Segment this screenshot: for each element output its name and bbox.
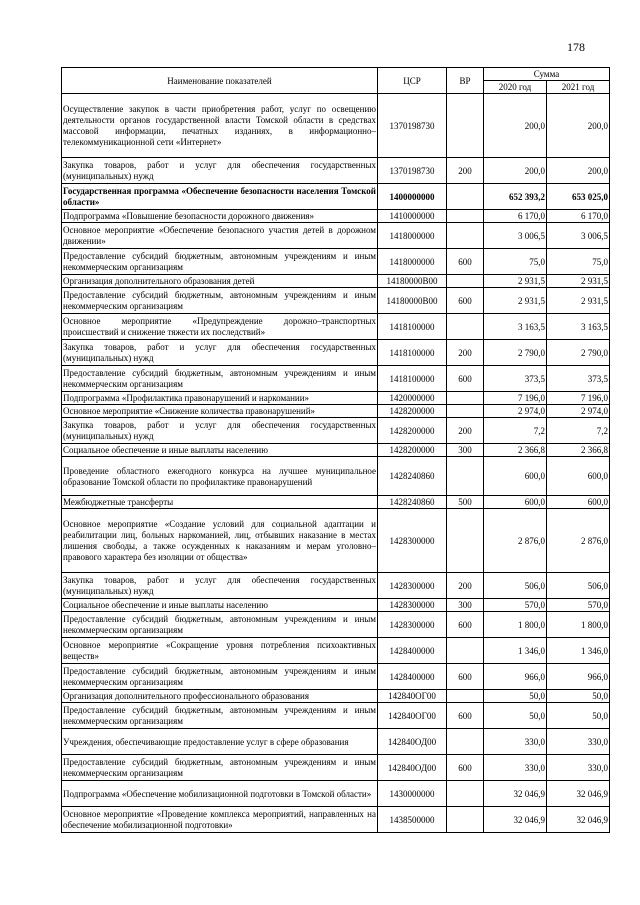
row-2021-cell: 2 876,0	[547, 509, 610, 573]
row-2021-cell: 50,0	[547, 703, 610, 729]
row-csr-cell: 1428200000	[378, 418, 447, 444]
row-csr-cell: 142840ОГ00	[378, 703, 447, 729]
header-year-2020: 2020 год	[484, 81, 547, 94]
table-row	[62, 444, 610, 457]
row-name-cell: Предоставление субсидий бюджетным, автономным учреждениям и иным некоммерческим организациям	[62, 366, 378, 392]
table-row	[62, 340, 610, 366]
row-vr-cell	[447, 690, 484, 703]
table-row	[62, 366, 610, 392]
table-row	[62, 275, 610, 288]
row-2020-cell: 200,0	[484, 158, 547, 184]
row-2020-cell: 2 974,0	[484, 405, 547, 418]
row-2021-cell: 6 170,0	[547, 210, 610, 223]
row-2021-cell: 2 931,5	[547, 275, 610, 288]
table-row	[62, 664, 610, 690]
row-2021-cell: 600,0	[547, 457, 610, 496]
table-row	[62, 418, 610, 444]
row-csr-cell: 1420000000	[378, 392, 447, 405]
budget-table	[61, 67, 610, 833]
row-2021-cell: 200,0	[547, 94, 610, 158]
row-name-cell: Организация дополнительного профессионального образования	[62, 690, 378, 703]
row-csr-cell: 1428200000	[378, 444, 447, 457]
row-2020-cell: 570,0	[484, 599, 547, 612]
row-2020-cell: 3 006,5	[484, 223, 547, 249]
row-vr-cell	[447, 392, 484, 405]
table-row	[62, 210, 610, 223]
row-csr-cell: 1428240860	[378, 496, 447, 509]
row-vr-cell	[447, 94, 484, 158]
row-csr-cell: 1418100000	[378, 366, 447, 392]
row-name-cell: Подпрограмма «Профилактика правонарушений и наркомании»	[62, 392, 378, 405]
row-vr-cell: 300	[447, 444, 484, 457]
row-vr-cell	[447, 184, 484, 210]
row-2020-cell: 600,0	[484, 496, 547, 509]
table-row	[62, 496, 610, 509]
row-name-cell: Проведение областного ежегодного конкурса на лучшее муниципальное образование Томской области по профилактике правонарушений	[62, 457, 378, 496]
row-csr-cell: 1428300000	[378, 573, 447, 599]
row-2020-cell: 1 800,0	[484, 612, 547, 638]
table-row	[62, 94, 610, 158]
row-name-cell: Социальное обеспечение и иные выплаты населению	[62, 444, 378, 457]
row-2021-cell: 600,0	[547, 496, 610, 509]
row-2021-cell: 50,0	[547, 690, 610, 703]
row-csr-cell: 1418100000	[378, 314, 447, 340]
row-name-cell: Организация дополнительного образования детей	[62, 275, 378, 288]
row-2020-cell: 506,0	[484, 573, 547, 599]
row-name-cell: Предоставление субсидий бюджетным, автономным учреждениям и иным некоммерческим организациям	[62, 703, 378, 729]
row-name-cell: Основное мероприятие «Обеспечение безопасного участия детей в дорожном движении»	[62, 223, 378, 249]
row-2021-cell: 570,0	[547, 599, 610, 612]
table-row	[62, 599, 610, 612]
row-name-cell: Учреждения, обеспечивающие предоставление услуг в сфере образования	[62, 729, 378, 755]
table-row	[62, 184, 610, 210]
row-2020-cell: 330,0	[484, 755, 547, 781]
row-2021-cell: 966,0	[547, 664, 610, 690]
row-vr-cell: 600	[447, 288, 484, 314]
row-2021-cell: 506,0	[547, 573, 610, 599]
row-2020-cell: 1 346,0	[484, 638, 547, 664]
row-2020-cell: 330,0	[484, 729, 547, 755]
row-name-cell: Основное мероприятие «Предупреждение дорожно–транспортных происшествий и снижение тяжести их последствий»	[62, 314, 378, 340]
row-2020-cell: 7,2	[484, 418, 547, 444]
row-name-cell: Предоставление субсидий бюджетным, автономным учреждениям и иным некоммерческим организациям	[62, 612, 378, 638]
row-csr-cell: 1370198730	[378, 158, 447, 184]
row-name-cell: Предоставление субсидий бюджетным, автономным учреждениям и иным некоммерческим организациям	[62, 755, 378, 781]
row-vr-cell	[447, 405, 484, 418]
table-row	[62, 509, 610, 573]
row-2021-cell: 2 974,0	[547, 405, 610, 418]
row-vr-cell: 300	[447, 599, 484, 612]
row-name-cell: Закупка товаров, работ и услуг для обеспечения государственных (муниципальных) нужд	[62, 418, 378, 444]
row-2020-cell: 2 931,5	[484, 275, 547, 288]
table-row	[62, 405, 610, 418]
row-2020-cell: 373,5	[484, 366, 547, 392]
row-vr-cell: 200	[447, 418, 484, 444]
row-2020-cell: 50,0	[484, 703, 547, 729]
row-csr-cell: 1428240860	[378, 457, 447, 496]
row-2021-cell: 7,2	[547, 418, 610, 444]
row-name-cell: Государственная программа «Обеспечение безопасности населения Томской области»	[62, 184, 378, 210]
row-2020-cell: 32 046,9	[484, 781, 547, 807]
row-vr-cell	[447, 457, 484, 496]
row-vr-cell: 600	[447, 755, 484, 781]
table-row	[62, 729, 610, 755]
row-name-cell: Подпрограмма «Повышение безопасности дорожного движения»	[62, 210, 378, 223]
row-name-cell: Межбюджетные трансферты	[62, 496, 378, 509]
row-vr-cell: 600	[447, 612, 484, 638]
row-2021-cell: 373,5	[547, 366, 610, 392]
table-row	[62, 638, 610, 664]
row-2021-cell: 1 800,0	[547, 612, 610, 638]
row-csr-cell: 1428300000	[378, 509, 447, 573]
row-csr-cell: 1410000000	[378, 210, 447, 223]
row-csr-cell: 1428200000	[378, 405, 447, 418]
row-csr-cell: 14180000В00	[378, 275, 447, 288]
row-name-cell: Закупка товаров, работ и услуг для обеспечения государственных (муниципальных) нужд	[62, 340, 378, 366]
row-2021-cell: 32 046,9	[547, 807, 610, 833]
row-vr-cell	[447, 275, 484, 288]
row-2020-cell: 966,0	[484, 664, 547, 690]
row-2021-cell: 2 790,0	[547, 340, 610, 366]
table-row	[62, 158, 610, 184]
table-row	[62, 223, 610, 249]
row-name-cell: Предоставление субсидий бюджетным, автономным учреждениям и иным некоммерческим организациям	[62, 249, 378, 275]
header-sum: Сумма	[484, 68, 610, 81]
row-2021-cell: 653 025,0	[547, 184, 610, 210]
row-2021-cell: 2 366,8	[547, 444, 610, 457]
row-csr-cell: 142840ОД00	[378, 755, 447, 781]
row-2020-cell: 6 170,0	[484, 210, 547, 223]
row-csr-cell: 142840ОД00	[378, 729, 447, 755]
row-name-cell: Основное мероприятие «Создание условий для социальной адаптации и реабилитации лиц, больных наркоманией, лиц, отбывших наказание в местах лишения свободы, а также осужденных к наказаниям и мерам уголовно–правового характера без изоляции от общества»	[62, 509, 378, 573]
row-2020-cell: 652 393,2	[484, 184, 547, 210]
row-csr-cell: 1418100000	[378, 340, 447, 366]
table-row	[62, 755, 610, 781]
row-vr-cell: 600	[447, 366, 484, 392]
row-vr-cell	[447, 729, 484, 755]
row-csr-cell: 1370198730	[378, 94, 447, 158]
row-2020-cell: 7 196,0	[484, 392, 547, 405]
row-csr-cell: 1430000000	[378, 781, 447, 807]
row-2020-cell: 200,0	[484, 94, 547, 158]
page-number: 178	[567, 40, 585, 54]
row-2021-cell: 200,0	[547, 158, 610, 184]
row-name-cell: Социальное обеспечение и иные выплаты населению	[62, 599, 378, 612]
row-vr-cell	[447, 509, 484, 573]
row-name-cell: Подпрограмма «Обеспечение мобилизационной подготовки в Томской области»	[62, 781, 378, 807]
row-csr-cell: 1428400000	[378, 664, 447, 690]
row-2020-cell: 2 876,0	[484, 509, 547, 573]
row-name-cell: Осуществление закупок в части приобретения работ, услуг по освещению деятельности органов государственной власти Томской области в средствах массовой информации, печатных изданиях, в информационно–телекоммуникационной сети «Интернет»	[62, 94, 378, 158]
row-2020-cell: 32 046,9	[484, 807, 547, 833]
row-vr-cell	[447, 314, 484, 340]
row-vr-cell	[447, 781, 484, 807]
row-csr-cell: 1428300000	[378, 599, 447, 612]
row-csr-cell: 1438500000	[378, 807, 447, 833]
row-vr-cell	[447, 807, 484, 833]
row-csr-cell: 142840ОГ00	[378, 690, 447, 703]
row-2021-cell: 3 006,5	[547, 223, 610, 249]
row-csr-cell: 1418000000	[378, 249, 447, 275]
header-csr: ЦСР	[378, 68, 447, 94]
row-vr-cell: 600	[447, 249, 484, 275]
row-vr-cell	[447, 223, 484, 249]
row-2021-cell: 75,0	[547, 249, 610, 275]
row-csr-cell: 14180000В00	[378, 288, 447, 314]
table-row	[62, 781, 610, 807]
row-name-cell: Закупка товаров, работ и услуг для обеспечения государственных (муниципальных) нужд	[62, 573, 378, 599]
row-vr-cell: 500	[447, 496, 484, 509]
table-row	[62, 573, 610, 599]
table-row	[62, 314, 610, 340]
row-name-cell: Основное мероприятие «Проведение комплекса мероприятий, направленных на обеспечение мобилизационной подготовки»	[62, 807, 378, 833]
row-2021-cell: 330,0	[547, 729, 610, 755]
table-row	[62, 703, 610, 729]
row-name-cell: Основное мероприятие «Снижение количества правонарушений»	[62, 405, 378, 418]
row-2020-cell: 75,0	[484, 249, 547, 275]
row-2021-cell: 7 196,0	[547, 392, 610, 405]
table-row	[62, 288, 610, 314]
row-2021-cell: 32 046,9	[547, 781, 610, 807]
header-vr: ВР	[447, 68, 484, 94]
row-2020-cell: 3 163,5	[484, 314, 547, 340]
row-2021-cell: 330,0	[547, 755, 610, 781]
table-row	[62, 807, 610, 833]
row-csr-cell: 1418000000	[378, 223, 447, 249]
row-2021-cell: 3 163,5	[547, 314, 610, 340]
row-name-cell: Предоставление субсидий бюджетным, автономным учреждениям и иным некоммерческим организациям	[62, 664, 378, 690]
header-year-2021: 2021 год	[547, 81, 610, 94]
row-vr-cell: 600	[447, 664, 484, 690]
row-2020-cell: 2 366,8	[484, 444, 547, 457]
row-vr-cell: 200	[447, 573, 484, 599]
table-row	[62, 690, 610, 703]
row-vr-cell: 200	[447, 340, 484, 366]
row-vr-cell	[447, 638, 484, 664]
row-vr-cell	[447, 210, 484, 223]
row-2021-cell: 2 931,5	[547, 288, 610, 314]
row-name-cell: Закупка товаров, работ и услуг для обеспечения государственных (муниципальных) нужд	[62, 158, 378, 184]
row-2021-cell: 1 346,0	[547, 638, 610, 664]
row-2020-cell: 2 931,5	[484, 288, 547, 314]
row-2020-cell: 2 790,0	[484, 340, 547, 366]
header-name: Наименование показателей	[62, 68, 378, 94]
row-csr-cell: 1400000000	[378, 184, 447, 210]
table-row	[62, 457, 610, 496]
table-row	[62, 612, 610, 638]
row-name-cell: Предоставление субсидий бюджетным, автономным учреждениям и иным некоммерческим организациям	[62, 288, 378, 314]
row-csr-cell: 1428300000	[378, 612, 447, 638]
row-2020-cell: 50,0	[484, 690, 547, 703]
row-vr-cell: 200	[447, 158, 484, 184]
row-csr-cell: 1428400000	[378, 638, 447, 664]
row-2020-cell: 600,0	[484, 457, 547, 496]
table-row	[62, 392, 610, 405]
table-row	[62, 249, 610, 275]
row-name-cell: Основное мероприятие «Сокращение уровня потребления психоактивных веществ»	[62, 638, 378, 664]
row-vr-cell: 600	[447, 703, 484, 729]
